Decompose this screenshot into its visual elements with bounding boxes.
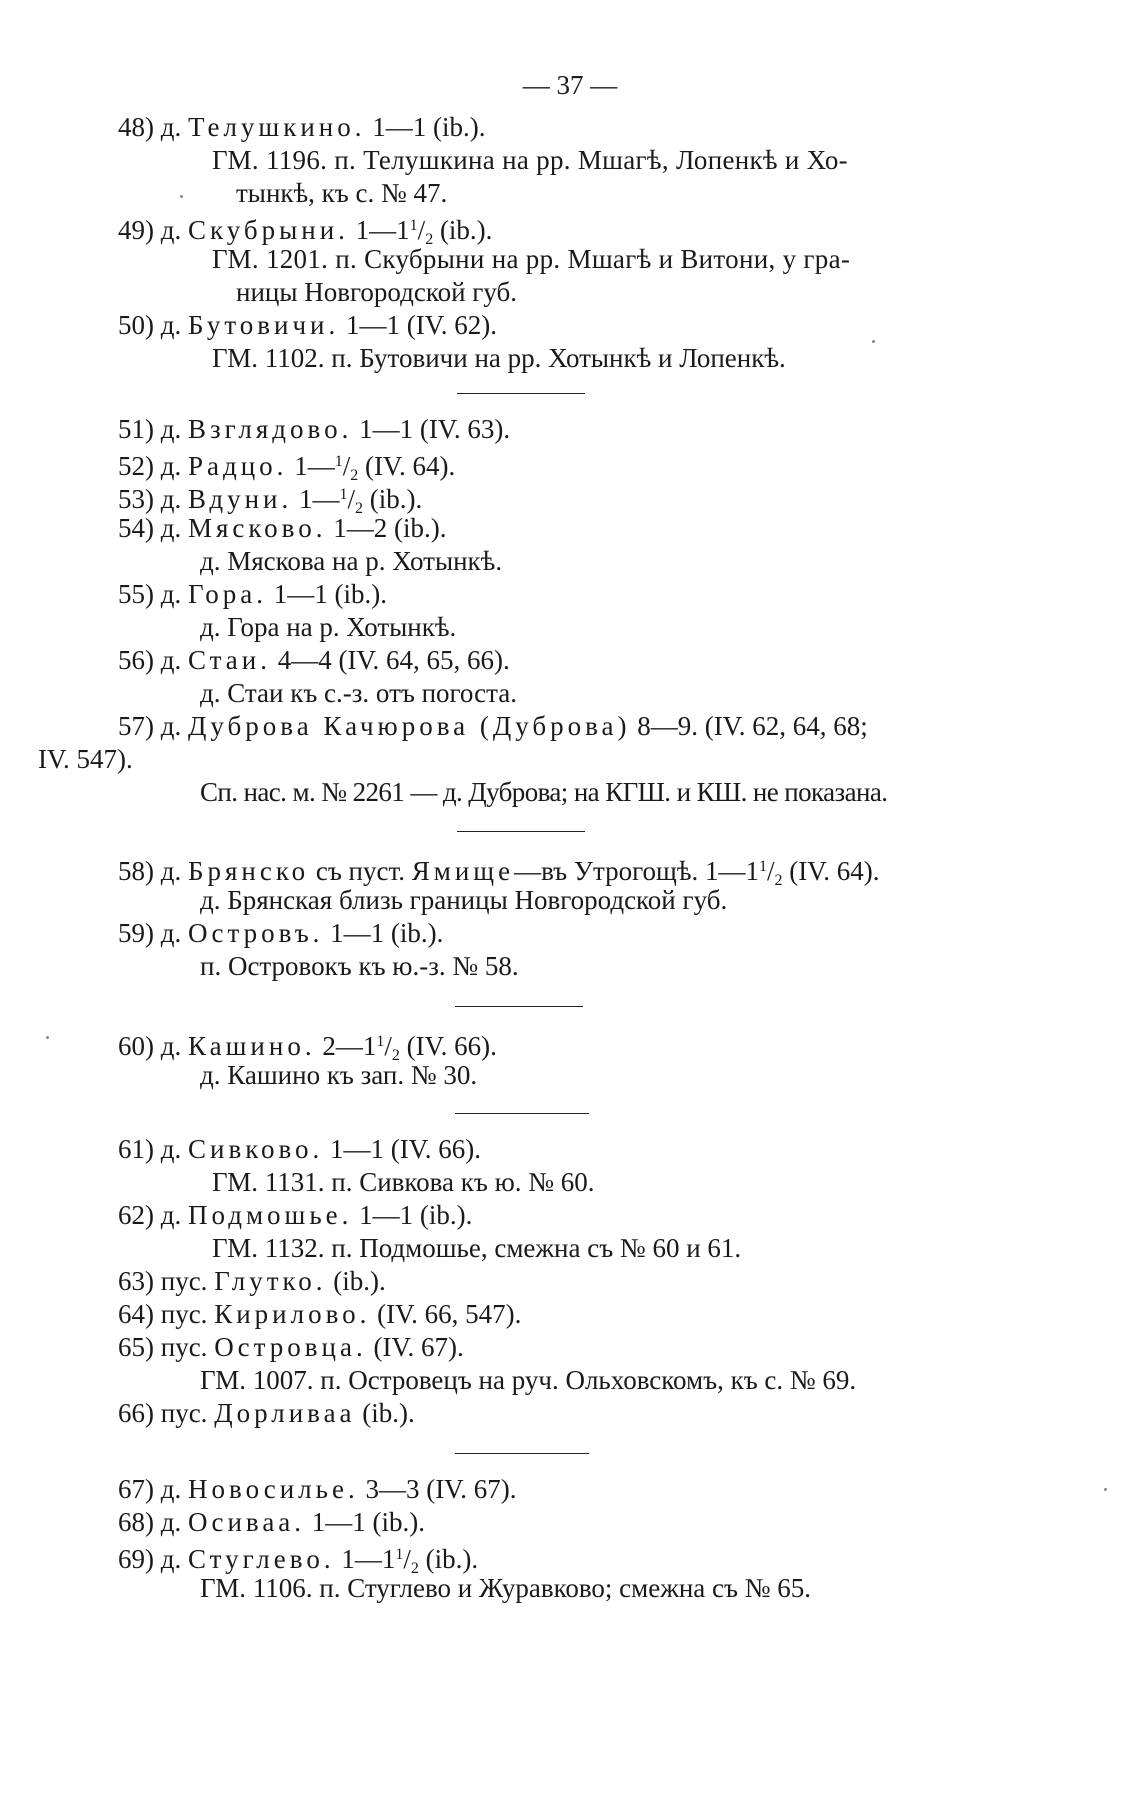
page-number: — 37 —: [522, 70, 618, 100]
gm-note: ГМ. 1131. п. Сивкова къ ю. № 60.: [212, 1167, 595, 1197]
entry-59: 59) д. Островъ. 1—1 (ib.).: [118, 918, 444, 948]
entry-62: 62) д. Подмошье. 1—1 (ib.).: [118, 1200, 473, 1230]
entry-53: 53) д. Вдуни. 1—$^1$/2 (ib.).: [118, 484, 423, 517]
entry-60: 60) д. Кашино. $2—1^1/2$ (IV. 66).: [118, 1031, 497, 1064]
scan-speck: [46, 1036, 49, 1039]
entry-52: 52) д. Радцо. 1—$^1$/2 (IV. 64).: [118, 451, 456, 484]
gm-note: ГМ. 1132. п. Подмошье, смежна съ № 60 и 61.: [212, 1233, 742, 1263]
section-divider: [455, 1113, 589, 1114]
gm-note: ГМ. 1007. п. Островецъ на руч. Ольховскомъ, къ с. № 69.: [200, 1365, 857, 1395]
entry-57: 57) д. Дуброва Качюрова (Дуброва) 8—9. (IV. 62, 64, 68;: [118, 711, 868, 741]
gm-note: д. Гора на р. Хотынкѣ.: [200, 612, 457, 642]
entry-65: 65) пус. Островца. (IV. 67).: [118, 1332, 464, 1362]
entry-61: 61) д. Сивково. 1—1 (IV. 66).: [118, 1134, 482, 1164]
gm-note: ГМ. 1201. п. Скубрыни на рр. Мшагѣ и Витони, у гра-: [212, 244, 851, 274]
entry-50: 50) д. Бутовичи. 1—1 (IV. 62).: [118, 310, 498, 340]
entry-49: 49) д. Скубрыни. $1—1^1/2$ (ib.).: [118, 215, 493, 248]
place-name: Телушкино.: [188, 112, 366, 142]
gm-note: ГМ. 1106. п. Стуглево и Журавково; смежна съ № 65.: [200, 1573, 811, 1603]
gm-note: д. Кашино къ зап. № 30.: [200, 1060, 478, 1090]
gm-note-cont: тынкѣ, къ с. № 47.: [236, 178, 448, 208]
entry-57-cont: IV. 547).: [38, 744, 133, 774]
section-divider: [457, 393, 585, 394]
entry-56: 56) д. Стаи. 4—4 (IV. 64, 65, 66).: [118, 645, 510, 675]
gm-note: д. Мяскова на р. Хотынкѣ.: [200, 546, 503, 576]
entry-67: 67) д. Новосилье. 3—3 (IV. 67).: [118, 1474, 517, 1504]
entry-64: 64) пус. Кирилово. (IV. 66, 547).: [118, 1299, 522, 1329]
entry-66: 66) пус. Дорливаа (ib.).: [118, 1398, 415, 1428]
entry-69: 69) д. Стуглево. $1—1^1/2$ (ib.).: [118, 1544, 479, 1577]
gm-note: п. Островокъ къ ю.-з. № 58.: [200, 951, 519, 981]
gm-note: ГМ. 1196. п. Телушкина на рр. Мшагѣ, Лопенкѣ и Хо-: [212, 145, 848, 175]
entry-51: 51) д. Взглядово. 1—1 (IV. 63).: [118, 414, 511, 444]
entry-68: 68) д. Осиваа. 1—1 (ib.).: [118, 1507, 426, 1537]
gm-note: ГМ. 1102. п. Бутовичи на рр. Хотынкѣ и Лопенкѣ.: [212, 343, 786, 373]
scan-speck: [1104, 1488, 1107, 1491]
section-divider: [457, 831, 585, 832]
gm-note: д. Брянская близь границы Новгородской губ.: [200, 885, 728, 915]
scan-speck: [180, 195, 183, 198]
entry-54: 54) д. Мясково. 1—2 (ib.).: [118, 513, 447, 543]
entry-63: 63) пус. Глутко. (ib.).: [118, 1266, 386, 1296]
gm-note: д. Стаи къ с.-з. отъ погоста.: [200, 678, 517, 708]
section-divider: [455, 1006, 583, 1007]
entry-58: 58) д. Брянско съ пуст. Ямище—въ Утрогощѣ. $1—1^1/2$ (IV. 64).: [118, 856, 880, 889]
section-divider: [455, 1453, 589, 1454]
gm-note-cont: ницы Новгородской губ.: [236, 277, 517, 307]
scan-speck: [872, 340, 875, 343]
entry-48: 48) д. Телушкино. 1—1 (ib.).: [118, 112, 486, 142]
entry-55: 55) д. Гора. 1—1 (ib.).: [118, 579, 387, 609]
gm-note: Сп. нас. м. № 2261 — д. Дуброва; на КГШ. и КШ. не показана.: [200, 777, 888, 807]
